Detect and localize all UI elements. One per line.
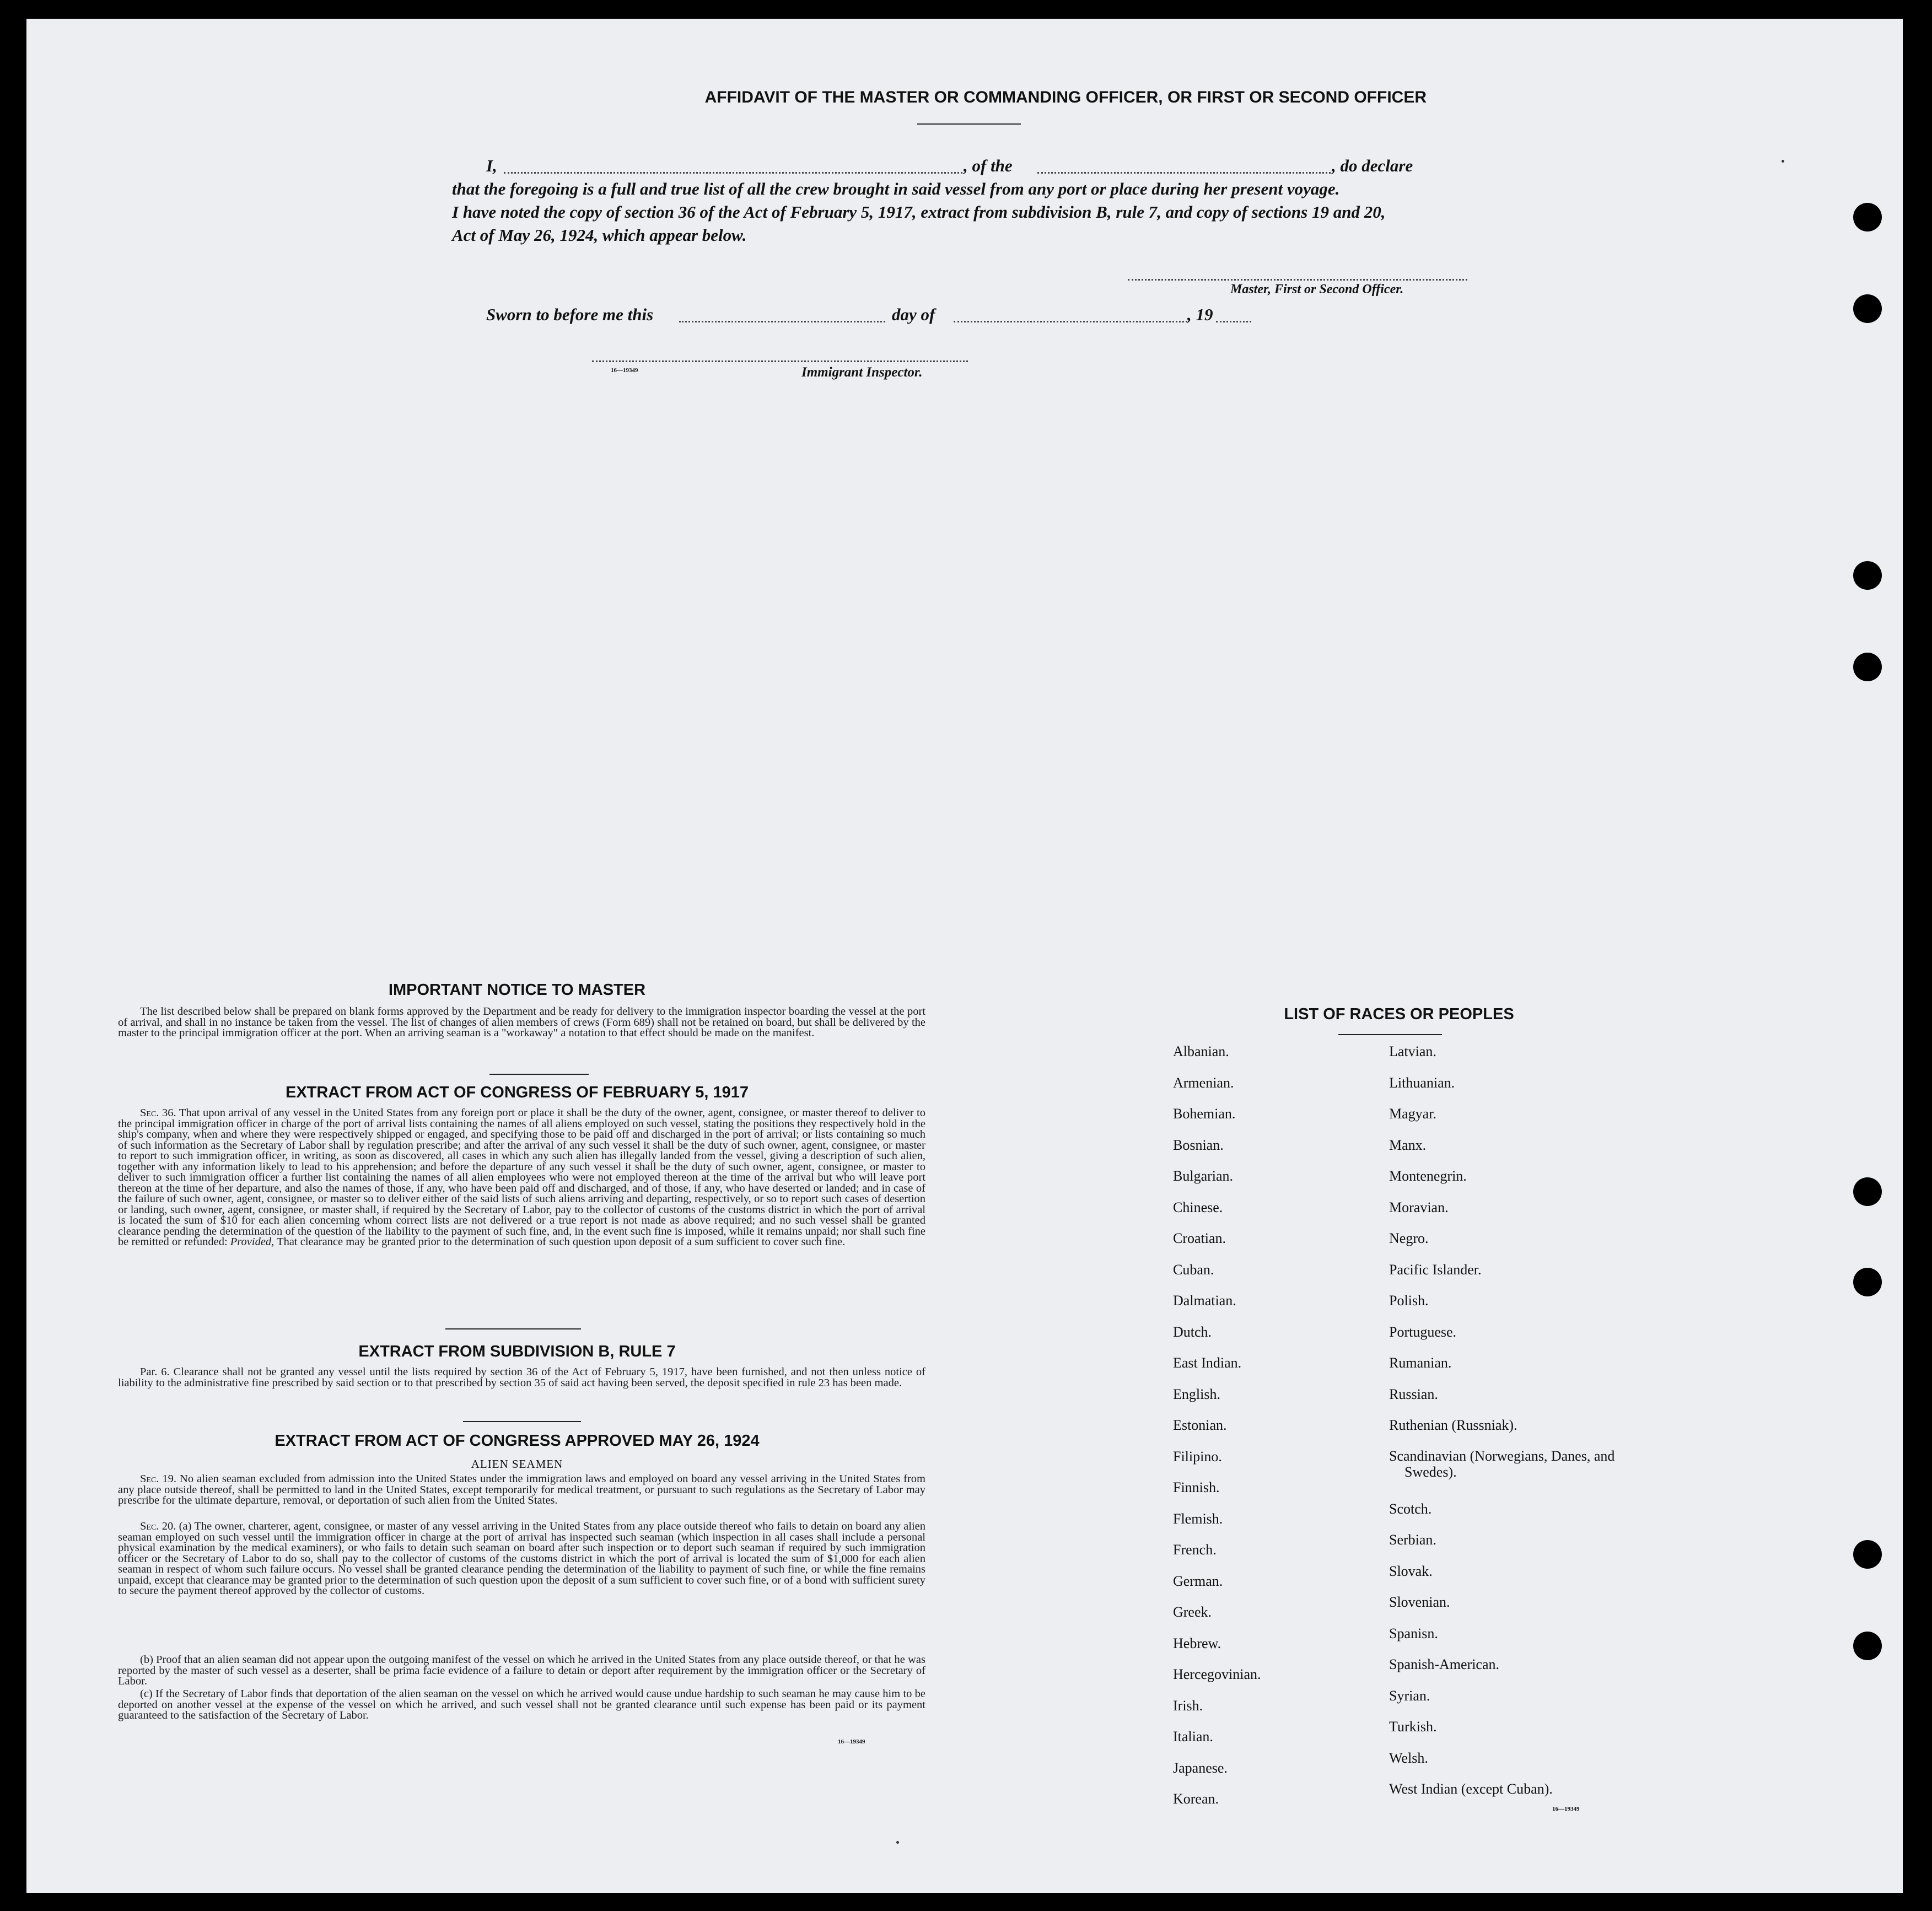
sec-19-label: Sec. 19.: [140, 1473, 177, 1485]
paper-speck: [1782, 160, 1784, 163]
race-item: Negro.: [1389, 1230, 1429, 1246]
divider: [463, 1421, 581, 1422]
declarant-name-field[interactable]: [504, 172, 962, 174]
race-item: Magyar.: [1389, 1106, 1436, 1122]
extract-1917-text: [118, 1108, 925, 1248]
race-item: Flemish.: [1173, 1510, 1223, 1527]
race-item: Portuguese.: [1389, 1323, 1457, 1340]
do-declare-label: , do declare: [1332, 156, 1413, 175]
race-item: Cuban.: [1173, 1261, 1214, 1278]
declarant-i-label: I,: [486, 156, 497, 175]
punch-hole: [1853, 1540, 1882, 1569]
sec-36-body: That upon arrival of any vessel in the United States from any foreign port or place it shall be the duty of the owner, agent, consignee, or master thereof to deliver to the principal immigration officer in charge of the port of arrival lists containing the names of all aliens employed on such vessel, stating the positions they respectively hold in the ship's company, when and where they were respectively shipped or engaged, and specifying those to be paid off and discharged in the port of arrival; or lists containing so much of such information as the Secretary of Labor shall by regulation prescribe; and after the arrival of any such vessel it shall be the duty of such owner, agent, consignee, or master to report to such immigration officer, in writing, as soon as discovered, all cases in which any such alien has illegally landed from the vessel, giving a description of such alien, together with any information likely to lead to his apprehension; and before the departure of any such vessel it shall be the duty of such owner, agent, consignee, or master to deliver to such immigration officer a further list containing the names of all alien employees who were not employed thereon at the time of the arrival but who will leave port thereon at the time of her departure, and also the names of those, if any, who have been paid off and discharged, and of those, if any, who have deserted or landed; and in case of the failure of such owner, agent, consignee, or master so to deliver either of the said lists of such aliens arriving and departing, respectively, or so to report such cases of desertion or landing, such owner, agent, consignee, or master shall, if required by the Secretary of Labor, pay to the collector of customs of the customs district in which the port of arrival is located the sum of $10 for each alien concerning whom correct lists are not delivered or a true report is not made as above required; and no such vessel shall be granted clearance pending the determination of the question of the liability to the payment of such fine, and, in the event such fine is imposed, while it remains unpaid; nor shall such fine be remitted or refunded:: [118, 1107, 925, 1248]
race-item: Bohemian.: [1173, 1106, 1236, 1122]
sec-36-label: Sec. 36.: [140, 1107, 176, 1119]
races-title: LIST OF RACES OR PEOPLES: [1284, 1005, 1514, 1023]
race-item: French.: [1173, 1542, 1217, 1558]
vessel-name-field[interactable]: [1037, 172, 1331, 174]
sworn-line: [486, 303, 1258, 326]
declarant-line: [486, 154, 1533, 177]
race-item: Serbian.: [1389, 1532, 1436, 1548]
sworn-month-field[interactable]: [954, 321, 1187, 322]
race-item: Estonian.: [1173, 1417, 1227, 1433]
race-item: Manx.: [1389, 1137, 1427, 1153]
race-item: West Indian (except Cuban).: [1389, 1781, 1553, 1797]
paper-speck: [896, 1841, 899, 1844]
race-item: Spanisn.: [1389, 1625, 1438, 1641]
form-number: 16—19349: [611, 367, 638, 374]
race-item: Lithuanian.: [1389, 1074, 1455, 1091]
punch-hole: [1853, 1632, 1882, 1660]
race-item: Bulgarian.: [1173, 1168, 1234, 1184]
master-signature-label: Master, First or Second Officer.: [1230, 282, 1404, 297]
race-item: Hercegovinian.: [1173, 1666, 1261, 1682]
form-number: 16—19349: [1552, 1806, 1580, 1812]
sec-20c-text: (c) If the Secretary of Labor finds that deportation of the alien seaman on the vessel on which he arrived would cause undue hardship to such seaman he may cause him to be deported on another vessel at the expense of the vessel on which he arrived, and such vessel shall not be granted clearance until such expense has been paid or its payment guaranteed to the satisfaction of the Secretary of Labor.: [118, 1688, 925, 1721]
notice-text: The list described below shall be prepared on blank forms approved by the Department and be ready for delivery to the immigration inspector boarding the vessel at the port of arrival, and shall in no instance be taken from the vessel. The list of changes of alien members of crews (Form 689) shall not be retained on board, but shall be delivered by the master to the principal immigration officer at the port. When an arriving seaman is a "workaway" a notation to that effect should be made on the manifest.: [118, 1005, 925, 1039]
race-item: Hebrew.: [1173, 1635, 1221, 1651]
extract-1917-title: EXTRACT FROM ACT OF CONGRESS OF FEBRUARY 5, 1917: [285, 1084, 749, 1101]
race-item: Irish.: [1173, 1697, 1203, 1714]
race-item: Greek.: [1173, 1604, 1212, 1620]
master-signature-field[interactable]: [1128, 279, 1467, 281]
sec-19-body: No alien seaman excluded from admission into the United States under the immigration laws and employed on board any vessel arriving in the United States from any place outside thereof, shall be permitted to land in the United States, except temporarily for medical treatment, or pursuant to such regulations as the Secretary of Labor may prescribe for the ultimate departure, removal, or deportation of such alien from the United States.: [118, 1473, 926, 1506]
divider: [489, 1074, 589, 1075]
sec-20a-body: (a) The owner, charterer, agent, consignee, or master of any vessel arriving in the United States from any place outside thereof who fails to detain on board any alien seaman employed on such vessel until the immigration officer in charge at the port of arrival has inspected such seaman (which inspection in all cases shall include a personal physical examination by the medical examiners), or who fails to detain such seaman on board after such inspection or to deport such seaman if required by such immigration officer or the Secretary of Labor to do so, shall pay to the collector of customs of the customs district in which the port of arrival is located the sum of $1,000 for each alien seaman in respect of whom such failure occurs. No vessel shall be granted clearance pending the determination of the liability to payment of such fine, or while the fine remains unpaid, except that clearance may be granted prior to the determination of such question upon the deposit of a sum sufficient to cover such fine, or of a bond with sufficient surety to secure the payment thereof approved by the collector of customs.: [118, 1520, 925, 1597]
race-item: Russian.: [1389, 1386, 1438, 1402]
race-item: Syrian.: [1389, 1687, 1430, 1704]
race-item: Croatian.: [1173, 1230, 1226, 1246]
year-label: , 19: [1187, 305, 1213, 324]
declaration-text: Act of May 26, 1924, which appear below.: [452, 225, 747, 245]
punch-hole: [1853, 561, 1882, 590]
sworn-prefix-label: Sworn to before me this: [486, 305, 654, 324]
inspector-label: Immigrant Inspector.: [801, 365, 923, 380]
race-item: Scandinavian (Norwegians, Danes, and Swedes).: [1389, 1447, 1615, 1480]
punch-hole: [1853, 203, 1882, 232]
race-item: Japanese.: [1173, 1759, 1228, 1776]
extract-1924-title: EXTRACT FROM ACT OF CONGRESS APPROVED MAY 26, 1924: [275, 1432, 760, 1450]
races-column-1: [1173, 1036, 1261, 1815]
punch-hole: [1853, 294, 1882, 323]
punch-hole: [1853, 653, 1882, 681]
day-of-label: day of: [892, 305, 935, 324]
race-item: German.: [1173, 1573, 1223, 1589]
sec-20b-text: (b) Proof that an alien seaman did not appear upon the outgoing manifest of the vessel on which he arrived in the United States from any place outside thereof, or that he was reported by the master of such vessel as a deserter, shall be prima facie evidence of a failure to detain or deport after requirement by the immigration officer or the Secretary of Labor.: [118, 1654, 925, 1687]
sworn-year-field[interactable]: [1216, 321, 1251, 322]
affidavit-title: AFFIDAVIT OF THE MASTER OR COMMANDING OFFICER, OR FIRST OR SECOND OFFICER: [704, 88, 1427, 106]
race-item: Chinese.: [1173, 1199, 1223, 1215]
sworn-day-field[interactable]: [679, 321, 885, 322]
inspector-signature-field[interactable]: [592, 360, 968, 362]
race-item: Dutch.: [1173, 1323, 1212, 1340]
race-item: Polish.: [1389, 1293, 1429, 1309]
race-item: Albanian.: [1173, 1043, 1229, 1059]
race-item: Montenegrin.: [1389, 1168, 1467, 1184]
extract-rule7-text: Par. 6. Clearance shall not be granted any vessel until the lists required by section 36 of the Act of February 5, 1917, have been furnished, and not then unless notice of liability to the administrative fine prescribed by said section or to that prescribed by section 35 of said act having been served, the deposit specified in rule 23 has been made.: [118, 1366, 925, 1389]
race-item: Ruthenian (Russniak).: [1389, 1417, 1517, 1433]
race-item: Finnish.: [1173, 1479, 1220, 1495]
sec-20a-text: [118, 1521, 925, 1597]
declaration-text: that the foregoing is a full and true list of all the crew brought in said vessel from any port or place during her present voyage.: [452, 179, 1340, 198]
race-item: Korean.: [1173, 1791, 1219, 1807]
proviso-text: That clearance may be granted prior to the determination of such question upon deposit of a sum sufficient to cover such fine.: [277, 1236, 846, 1248]
race-item: Italian.: [1173, 1729, 1213, 1745]
form-page: [26, 19, 1903, 1893]
of-the-label: , of the: [964, 156, 1013, 175]
punch-hole: [1853, 1268, 1882, 1296]
declaration-text: I have noted the copy of section 36 of the Act of February 5, 1917, extract from subdivision B, rule 7, and copy of sections 19 and 20,: [452, 202, 1386, 222]
race-item: Latvian.: [1389, 1043, 1436, 1059]
race-item: Spanish-American.: [1389, 1656, 1500, 1672]
extract-rule7-title: EXTRACT FROM SUBDIVISION B, RULE 7: [358, 1343, 676, 1360]
divider: [445, 1328, 581, 1329]
race-item: Slovenian.: [1389, 1594, 1450, 1610]
race-item: Bosnian.: [1173, 1137, 1224, 1153]
race-item: Dalmatian.: [1173, 1293, 1236, 1309]
sec-19-text: [118, 1474, 925, 1506]
race-item: Armenian.: [1173, 1074, 1234, 1091]
form-number: 16—19349: [838, 1738, 865, 1745]
punch-hole: [1853, 1177, 1882, 1206]
race-item: Scotch.: [1389, 1500, 1432, 1517]
race-item: Welsh.: [1389, 1749, 1428, 1766]
provided-label: Provided,: [230, 1236, 275, 1248]
race-item: East Indian.: [1173, 1355, 1242, 1371]
race-item: Turkish.: [1389, 1719, 1437, 1735]
notice-title: IMPORTANT NOTICE TO MASTER: [388, 981, 646, 999]
race-item: Pacific Islander.: [1389, 1261, 1482, 1278]
races-column-2: [1389, 1036, 1621, 1805]
race-item: English.: [1173, 1386, 1220, 1402]
sec-20-label: Sec. 20.: [140, 1520, 176, 1532]
race-item: Rumanian.: [1389, 1355, 1452, 1371]
race-item: Slovak.: [1389, 1563, 1433, 1579]
race-item: Filipino.: [1173, 1448, 1222, 1465]
race-item: Moravian.: [1389, 1199, 1449, 1215]
divider: [1338, 1034, 1442, 1035]
alien-seamen-subtitle: ALIEN SEAMEN: [471, 1457, 563, 1471]
divider: [917, 123, 1021, 125]
